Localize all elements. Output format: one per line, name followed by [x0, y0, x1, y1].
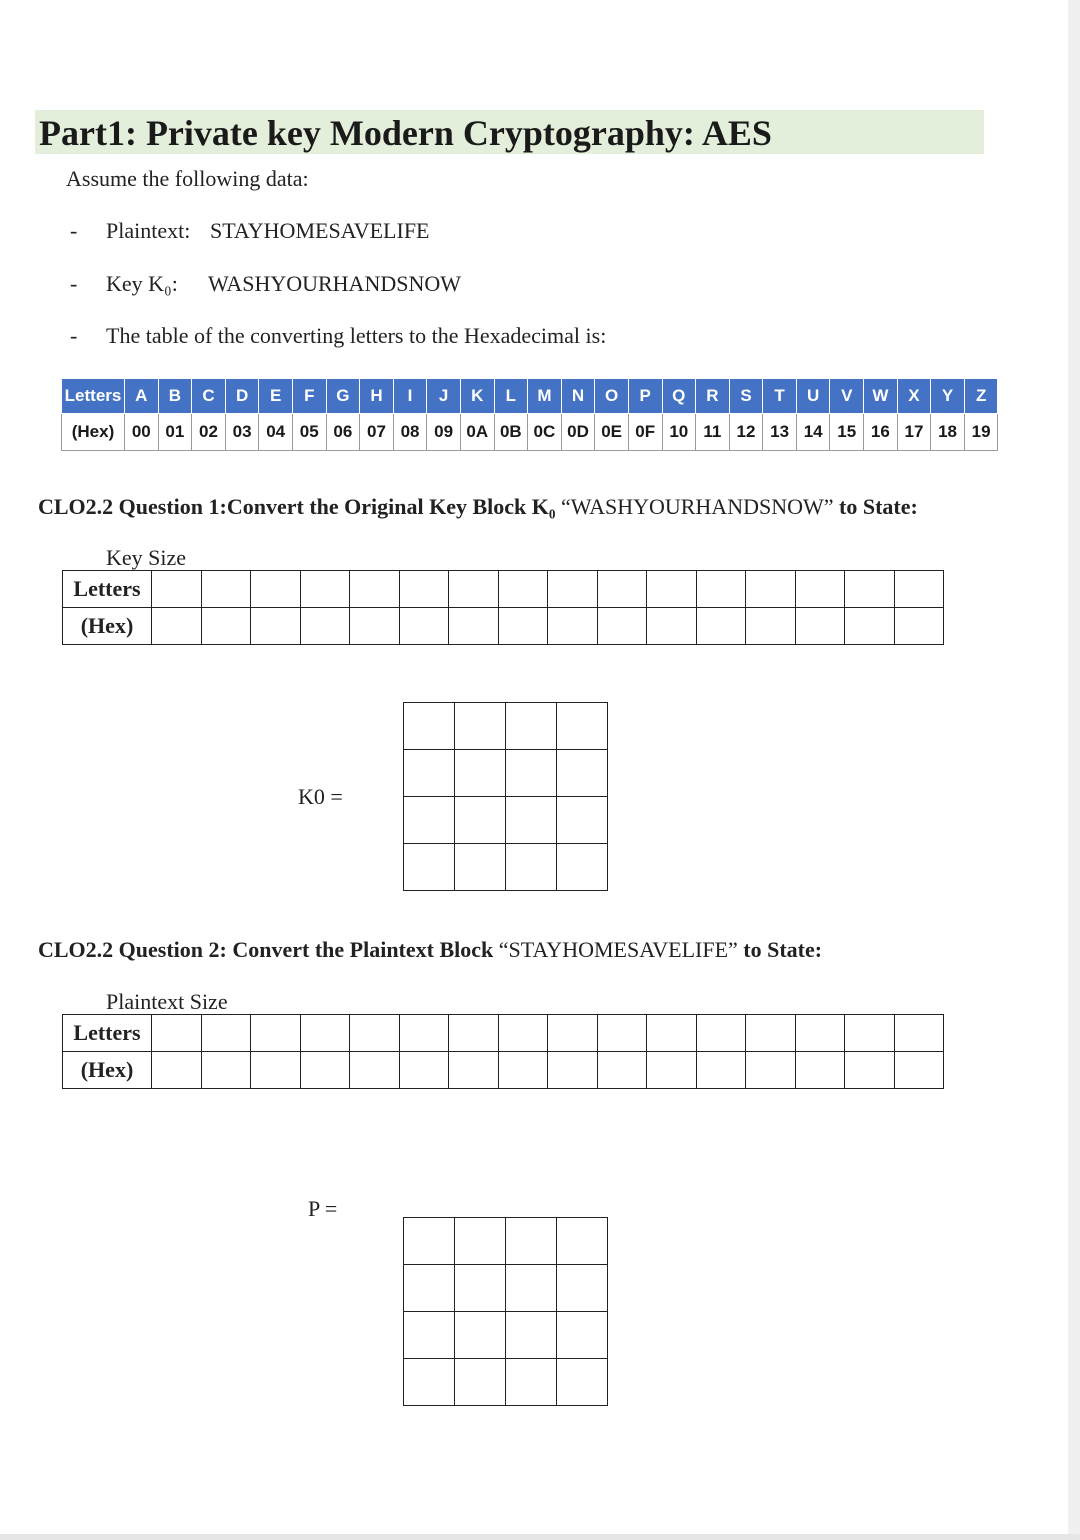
answer-cell[interactable] [746, 608, 796, 645]
letter-cell: Q [662, 379, 696, 414]
plaintext-label: Plaintext: [106, 218, 191, 243]
answer-cell[interactable] [795, 571, 845, 608]
letter-cell: E [259, 379, 293, 414]
hex-cell: 13 [763, 414, 797, 451]
question-2-plaintext: “STAYHOMESAVELIFE” [498, 937, 738, 962]
letter-cell: G [326, 379, 360, 414]
p-state-label: P = [308, 1196, 338, 1221]
hex-row [62, 414, 998, 451]
hex-input-row [63, 1052, 944, 1089]
question-2 [38, 937, 822, 963]
hex-cell: 0D [561, 414, 595, 451]
answer-cell[interactable] [548, 571, 598, 608]
letters-input-row [63, 1015, 944, 1052]
letter-cell: W [864, 379, 898, 414]
answer-cell[interactable] [350, 608, 400, 645]
answer-cell[interactable] [399, 608, 449, 645]
state-row [404, 750, 608, 797]
plaintext-value: STAYHOMESAVELIFE [210, 218, 430, 243]
hex-input-row [63, 608, 944, 645]
letter-cell: U [796, 379, 830, 414]
answer-cell[interactable] [696, 608, 746, 645]
state-row [404, 1265, 608, 1312]
k0-state-label: K0 = [298, 784, 343, 809]
question-1-bold-b: to State: [833, 494, 918, 519]
p-state-grid [403, 1217, 608, 1406]
answer-cell[interactable] [300, 608, 350, 645]
answer-cell[interactable] [152, 608, 202, 645]
key-value: WASHYOURHANDSNOW [208, 271, 461, 296]
state-cell[interactable] [506, 797, 557, 844]
answer-cell[interactable] [795, 608, 845, 645]
state-row [404, 1359, 608, 1406]
state-cell[interactable] [506, 1265, 557, 1312]
bullet-marker: - [70, 218, 78, 243]
page-title: Part1: Private key Modern Cryptography: AES [39, 113, 772, 153]
letter-cell: I [393, 379, 427, 414]
answer-cell[interactable] [647, 571, 697, 608]
hex-cell: 09 [427, 414, 461, 451]
answer-cell[interactable] [845, 1015, 895, 1052]
answer-cell[interactable] [597, 1015, 647, 1052]
letter-cell: Z [964, 379, 998, 414]
hex-cell: 0C [528, 414, 562, 451]
answer-cell[interactable] [251, 1052, 301, 1089]
state-cell[interactable] [557, 1312, 608, 1359]
answer-cell[interactable] [152, 571, 202, 608]
answer-cell[interactable] [597, 608, 647, 645]
question-2-bold-a: CLO2.2 Question 2: Convert the Plaintext Block [38, 937, 499, 962]
answer-cell[interactable] [845, 608, 895, 645]
hex-cell: 0B [494, 414, 528, 451]
answer-cell[interactable] [201, 1052, 251, 1089]
letter-cell: M [528, 379, 562, 414]
state-cell[interactable] [404, 1312, 455, 1359]
answer-cell[interactable] [498, 571, 548, 608]
question-1 [38, 494, 918, 520]
state-cell[interactable] [455, 750, 506, 797]
hex-cell: 18 [931, 414, 965, 451]
answer-cell[interactable] [894, 1052, 944, 1089]
letter-cell: T [763, 379, 797, 414]
hex-cell: 10 [662, 414, 696, 451]
state-cell[interactable] [404, 1218, 455, 1265]
answer-cell[interactable] [894, 571, 944, 608]
state-cell[interactable] [506, 1312, 557, 1359]
state-cell[interactable] [455, 1359, 506, 1406]
answer-cell[interactable] [399, 1052, 449, 1089]
answer-cell[interactable] [597, 571, 647, 608]
key-size-table [62, 570, 944, 645]
state-cell[interactable] [557, 1218, 608, 1265]
letter-cell: B [158, 379, 192, 414]
answer-cell[interactable] [350, 1052, 400, 1089]
answer-cell[interactable] [548, 608, 598, 645]
state-row [404, 1218, 608, 1265]
answer-cell[interactable] [696, 571, 746, 608]
answer-cell[interactable] [201, 571, 251, 608]
hex-cell: 0F [628, 414, 662, 451]
state-cell[interactable] [506, 1218, 557, 1265]
hex-cell: 0A [460, 414, 494, 451]
answer-cell[interactable] [449, 608, 499, 645]
letter-cell: D [225, 379, 259, 414]
hex-cell: 00 [125, 414, 159, 451]
k0-state-grid [403, 702, 608, 891]
hex-cell: 16 [864, 414, 898, 451]
table-intro-text: The table of the converting letters to the Hexadecimal is: [106, 323, 607, 348]
state-cell[interactable] [404, 703, 455, 750]
letter-cell: F [292, 379, 326, 414]
state-cell[interactable] [506, 1359, 557, 1406]
letters-row [62, 379, 998, 414]
answer-cell[interactable] [300, 1015, 350, 1052]
state-cell[interactable] [404, 844, 455, 891]
answer-cell[interactable] [647, 1052, 697, 1089]
question-2-bold-b: to State: [737, 937, 823, 962]
letter-cell: H [360, 379, 394, 414]
answer-cell[interactable] [746, 1052, 796, 1089]
answer-cell[interactable] [449, 571, 499, 608]
state-row [404, 1312, 608, 1359]
plaintext-size-label: Plaintext Size [106, 989, 228, 1014]
state-cell[interactable] [455, 844, 506, 891]
hex-cell: 0E [595, 414, 629, 451]
answer-cell[interactable] [201, 608, 251, 645]
state-row [404, 797, 608, 844]
state-cell[interactable] [557, 703, 608, 750]
state-cell[interactable] [404, 750, 455, 797]
letter-cell: K [460, 379, 494, 414]
state-cell[interactable] [557, 844, 608, 891]
state-cell[interactable] [455, 1312, 506, 1359]
letter-cell: O [595, 379, 629, 414]
state-cell[interactable] [557, 750, 608, 797]
answer-cell[interactable] [696, 1052, 746, 1089]
answer-cell[interactable] [300, 571, 350, 608]
letters-header: Letters [62, 379, 125, 414]
intro-text: Assume the following data: [66, 166, 309, 191]
letter-cell: L [494, 379, 528, 414]
plaintext-size-table [62, 1014, 944, 1089]
hex-cell: 14 [796, 414, 830, 451]
page-right-edge [1068, 0, 1080, 1540]
letter-cell: X [897, 379, 931, 414]
state-cell[interactable] [404, 1265, 455, 1312]
answer-cell[interactable] [548, 1015, 598, 1052]
answer-cell[interactable] [894, 1015, 944, 1052]
letter-cell: V [830, 379, 864, 414]
hex-cell: 08 [393, 414, 427, 451]
answer-cell[interactable] [350, 571, 400, 608]
answer-cell[interactable] [251, 1015, 301, 1052]
letters-row-head: Letters [63, 1015, 152, 1052]
state-row [404, 703, 608, 750]
state-cell[interactable] [557, 797, 608, 844]
hex-cell: 02 [192, 414, 226, 451]
state-cell[interactable] [404, 1359, 455, 1406]
state-cell[interactable] [506, 703, 557, 750]
question-1-bold-a: CLO2.2 Question 1:Convert the Original Key Block K₀ [38, 494, 561, 519]
answer-cell[interactable] [152, 1052, 202, 1089]
answer-cell[interactable] [399, 1015, 449, 1052]
letters-row-head: Letters [63, 571, 152, 608]
answer-cell[interactable] [597, 1052, 647, 1089]
answer-cell[interactable] [201, 1015, 251, 1052]
hex-cell: 05 [292, 414, 326, 451]
letter-cell: Y [931, 379, 965, 414]
answer-cell[interactable] [894, 608, 944, 645]
hex-cell: 01 [158, 414, 192, 451]
state-cell[interactable] [455, 797, 506, 844]
answer-cell[interactable] [498, 1015, 548, 1052]
key-size-label: Key Size [106, 545, 187, 570]
answer-cell[interactable] [449, 1052, 499, 1089]
hex-cell: 11 [696, 414, 730, 451]
state-cell[interactable] [506, 844, 557, 891]
answer-cell[interactable] [498, 1052, 548, 1089]
letters-input-row [63, 571, 944, 608]
state-row [404, 844, 608, 891]
question-1-key: “WASHYOURHANDSNOW” [560, 494, 834, 519]
letter-hex-table [61, 378, 998, 451]
bullet-marker: - [70, 271, 78, 296]
answer-cell[interactable] [795, 1015, 845, 1052]
key-label: Key K₀: [106, 271, 178, 296]
answer-cell[interactable] [746, 571, 796, 608]
letter-cell: S [729, 379, 763, 414]
answer-cell[interactable] [251, 608, 301, 645]
answer-cell[interactable] [845, 571, 895, 608]
hex-cell: 07 [360, 414, 394, 451]
answer-cell[interactable] [498, 608, 548, 645]
answer-cell[interactable] [845, 1052, 895, 1089]
hex-header: (Hex) [62, 414, 125, 451]
letter-cell: R [696, 379, 730, 414]
answer-cell[interactable] [795, 1052, 845, 1089]
hex-cell: 15 [830, 414, 864, 451]
letter-cell: N [561, 379, 595, 414]
bullet-marker: - [70, 323, 78, 348]
answer-cell[interactable] [350, 1015, 400, 1052]
hex-cell: 19 [964, 414, 998, 451]
hex-cell: 04 [259, 414, 293, 451]
letter-cell: J [427, 379, 461, 414]
state-cell[interactable] [404, 797, 455, 844]
state-cell[interactable] [455, 703, 506, 750]
answer-cell[interactable] [548, 1052, 598, 1089]
answer-cell[interactable] [152, 1015, 202, 1052]
hex-cell: 03 [225, 414, 259, 451]
answer-cell[interactable] [449, 1015, 499, 1052]
hex-row-head: (Hex) [63, 1052, 152, 1089]
letter-cell: P [628, 379, 662, 414]
hex-row-head: (Hex) [63, 608, 152, 645]
answer-cell[interactable] [647, 608, 697, 645]
letter-cell: C [192, 379, 226, 414]
letter-cell: A [125, 379, 159, 414]
answer-cell[interactable] [251, 571, 301, 608]
answer-cell[interactable] [696, 1015, 746, 1052]
page-bottom-edge [0, 1534, 1080, 1540]
hex-cell: 17 [897, 414, 931, 451]
hex-cell: 12 [729, 414, 763, 451]
hex-cell: 06 [326, 414, 360, 451]
answer-cell[interactable] [399, 571, 449, 608]
state-cell[interactable] [557, 1359, 608, 1406]
state-cell[interactable] [455, 1265, 506, 1312]
answer-cell[interactable] [746, 1015, 796, 1052]
answer-cell[interactable] [300, 1052, 350, 1089]
state-cell[interactable] [455, 1218, 506, 1265]
state-cell[interactable] [506, 750, 557, 797]
state-cell[interactable] [557, 1265, 608, 1312]
answer-cell[interactable] [647, 1015, 697, 1052]
